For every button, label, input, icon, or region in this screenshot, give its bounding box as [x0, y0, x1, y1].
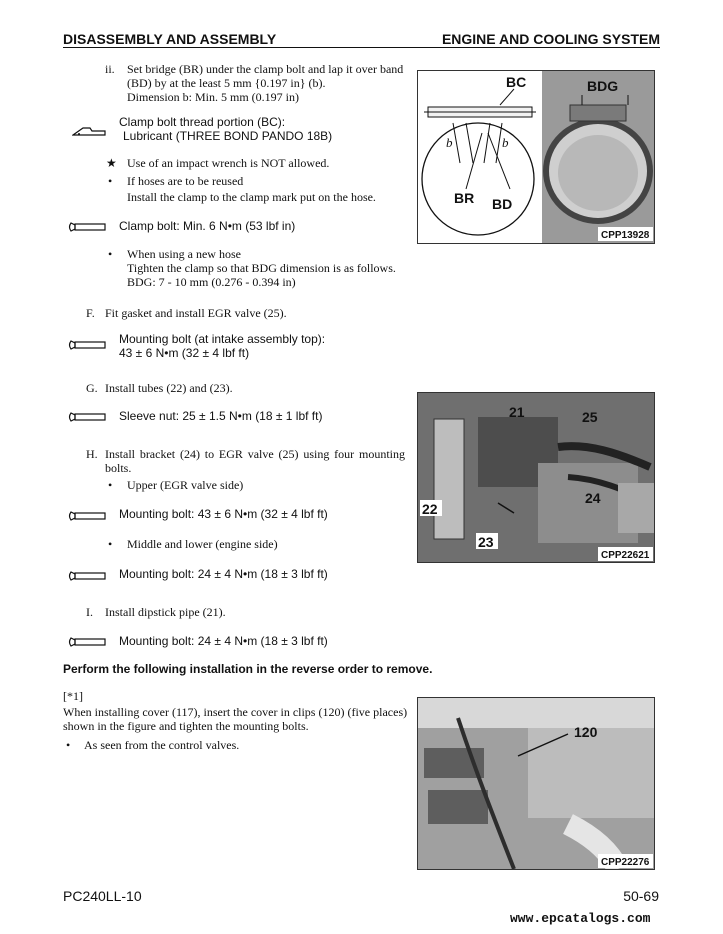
star-note: Use of an impact wrench is NOT allowed. — [127, 156, 330, 170]
label-24: 24 — [585, 490, 601, 506]
seen-text: As seen from the control valves. — [84, 738, 240, 752]
figure-code: CPP22276 — [601, 857, 650, 868]
torque-spec: Mounting bolt: 43 ± 6 N•m (32 ± 4 lbf ft) — [119, 507, 328, 521]
bullet: • — [108, 537, 113, 551]
figure-code: CPP13928 — [601, 230, 650, 241]
bullet: • — [66, 738, 71, 752]
cover-text — [63, 705, 407, 733]
torque-spec: Sleeve nut: 25 ± 1.5 N•m (18 ± 1 lbf ft) — [119, 409, 323, 423]
label-b: b — [502, 135, 509, 150]
newhose-line: Tighten the clamp so that BDG dimension is as follows. — [127, 261, 396, 275]
lubricant-text — [119, 115, 332, 143]
step-ii-line: Set bridge (BR) under the clamp bolt and lap it over band — [127, 62, 404, 76]
step-letter: I. — [86, 605, 93, 619]
label-bdg: BDG — [587, 78, 619, 94]
label-120: 120 — [574, 724, 598, 740]
step-letter: F. — [86, 306, 95, 320]
header-right: ENGINE AND COOLING SYSTEM — [441, 31, 660, 47]
cover-line: When installing cover (117), insert the cover in clips (120) (five places) — [63, 705, 408, 719]
torque-line: Mounting bolt (at intake assembly top): — [119, 332, 326, 346]
lubricant-line: Lubricant (THREE BOND PANDO 18B) — [123, 129, 333, 143]
step-ii-line: Dimension b: Min. 5 mm (0.197 in) — [127, 90, 299, 104]
step-ii-line: (BD) by at the least 5 mm {0.197 in} (b). — [127, 76, 326, 90]
step-letter: H. — [86, 447, 98, 461]
torque-spec: Mounting bolt: 24 ± 4 N•m (18 ± 3 lbf ft) — [119, 567, 328, 581]
torque-wrench-icon — [67, 338, 107, 352]
star-mark: ★ — [106, 156, 117, 170]
label-21: 21 — [509, 404, 525, 420]
cover-clips-photo — [418, 698, 654, 869]
label-bd: BD — [492, 196, 513, 212]
header-rule — [63, 47, 660, 48]
step-h-line: bolts. — [105, 461, 132, 475]
bullet: • — [108, 247, 113, 261]
label-b: b — [446, 135, 453, 150]
step-h-text — [105, 447, 405, 475]
bullet: • — [108, 174, 113, 188]
step-g-text: Install tubes (22) and (23). — [105, 381, 233, 395]
bullet: • — [108, 478, 113, 492]
label-22: 22 — [422, 501, 438, 517]
middle-text: Middle and lower (engine side) — [127, 537, 278, 551]
step-letter: G. — [86, 381, 98, 395]
reverse-order-heading: Perform the following installation in the reverse order to remove. — [63, 662, 433, 676]
lubricant-icon — [72, 124, 106, 138]
newhose-line: When using a new hose — [127, 247, 241, 261]
label-br: BR — [454, 190, 475, 206]
footer-model: PC240LL-10 — [63, 888, 142, 904]
step-i-text: Install dipstick pipe (21). — [105, 605, 226, 619]
step-f-text: Fit gasket and install EGR valve (25). — [105, 306, 287, 320]
step-h-line: Install bracket (24) to EGR valve (25) using four mounting — [105, 447, 405, 461]
torque-wrench-icon — [67, 569, 107, 583]
torque-spec: Clamp bolt: Min. 6 N•m (53 lbf in) — [119, 219, 296, 233]
figure-egr-valve — [417, 392, 655, 563]
watermark-url[interactable]: www.epcatalogs.com — [510, 911, 651, 926]
label-23: 23 — [478, 534, 494, 550]
torque-wrench-icon — [67, 220, 107, 234]
label-bc: BC — [506, 74, 527, 90]
newhose-line: BDG: 7 - 10 mm (0.276 - 0.394 in) — [127, 275, 296, 289]
header-left: DISASSEMBLY AND ASSEMBLY — [63, 31, 277, 47]
figure-hose-clamp — [417, 70, 655, 244]
step-ii-text — [127, 62, 403, 104]
reused-line: If hoses are to be reused — [127, 174, 244, 188]
reference-mark: [*1] — [63, 689, 83, 703]
torque-spec — [119, 332, 325, 360]
newhose-text — [127, 247, 396, 289]
label-25: 25 — [582, 409, 598, 425]
lubricant-line: Clamp bolt thread portion (BC): — [119, 115, 286, 129]
torque-wrench-icon — [67, 509, 107, 523]
hose-clamp-illustration — [418, 71, 654, 243]
torque-line: 43 ± 6 N•m (32 ± 4 lbf ft) — [119, 346, 250, 360]
page-number: 50-69 — [623, 888, 659, 904]
figure-code: CPP22621 — [601, 550, 650, 561]
egr-valve-photo — [418, 393, 654, 562]
figure-cover-clips — [417, 697, 655, 870]
upper-text: Upper (EGR valve side) — [127, 478, 244, 492]
torque-wrench-icon — [67, 635, 107, 649]
torque-wrench-icon — [67, 410, 107, 424]
step-ii-number: ii. — [105, 62, 115, 76]
torque-spec: Mounting bolt: 24 ± 4 N•m (18 ± 3 lbf ft) — [119, 634, 328, 648]
reused-text — [127, 174, 376, 204]
cover-line: shown in the figure and tighten the mounting bolts. — [63, 719, 309, 733]
reused-line: Install the clamp to the clamp mark put on the hose. — [127, 190, 376, 204]
